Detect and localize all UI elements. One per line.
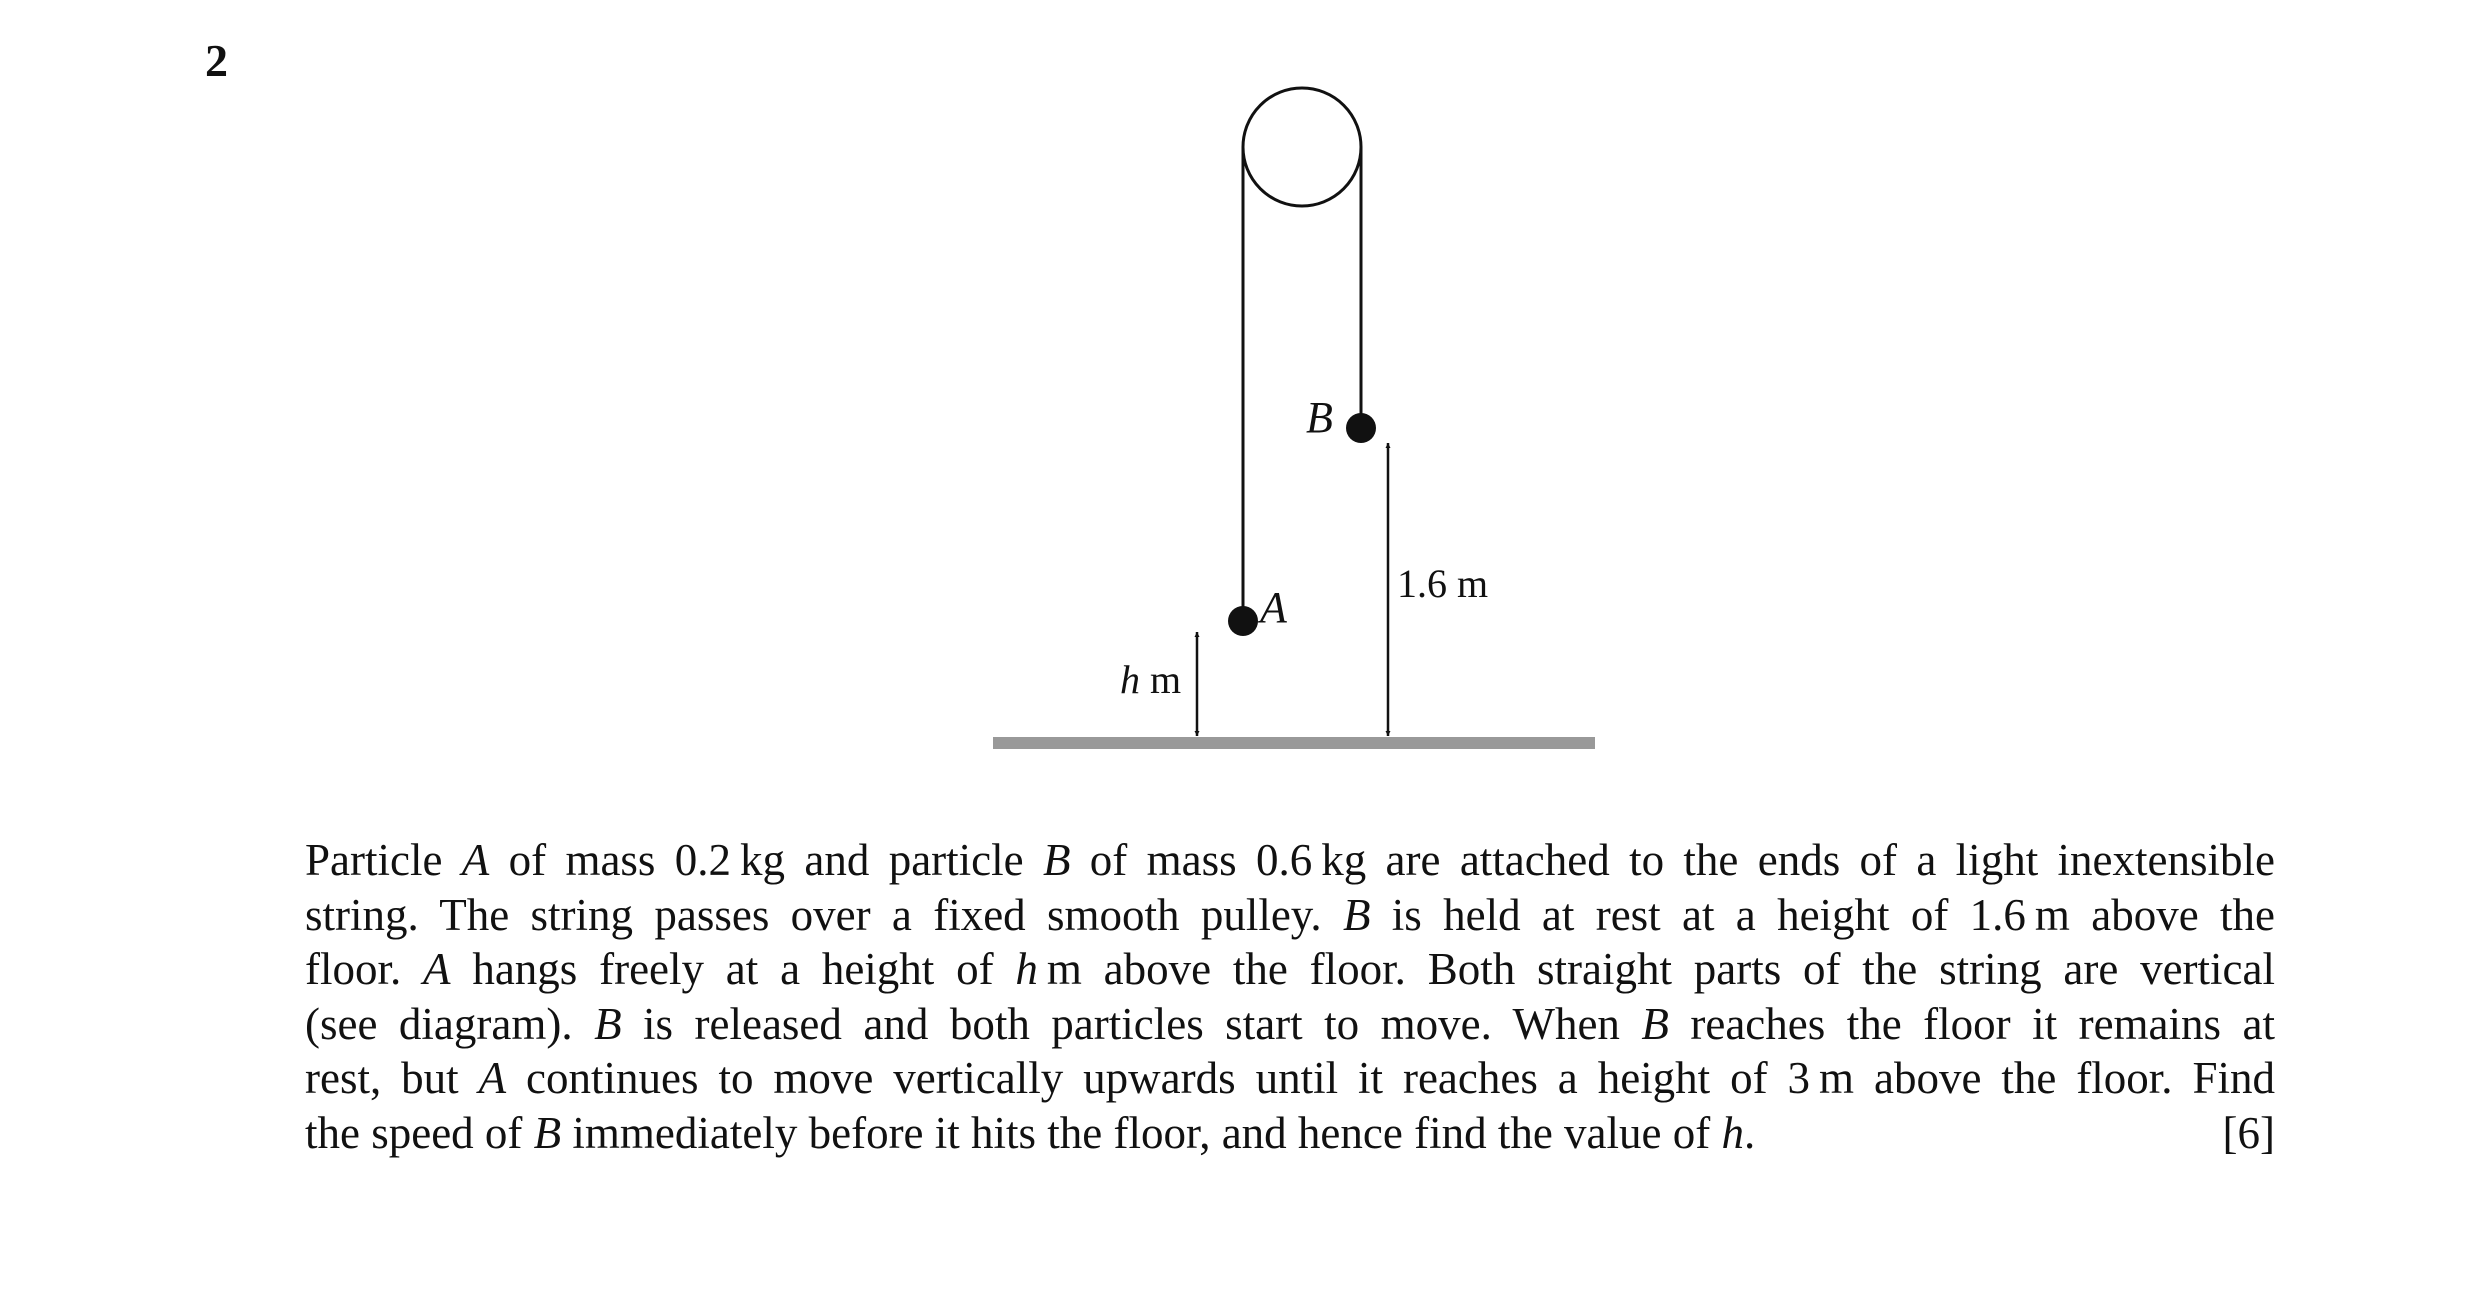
math-variable: B (533, 1107, 562, 1158)
question-text-run: m above the floor. Both straight parts of the string are vertical (1037, 944, 2275, 994)
question-text-run: . (1743, 1107, 1756, 1158)
math-variable: A (423, 944, 451, 994)
marks-badge: [6] (2222, 1107, 2275, 1158)
question-text-run: string. The string passes over a fixed smooth pulley. (305, 889, 1343, 940)
question-text-run: (see diagram). (305, 998, 595, 1049)
question-text-run: the speed of (305, 1107, 534, 1158)
height-a-label: h m (1120, 657, 1182, 702)
question-line (305, 942, 2275, 997)
question-line (305, 833, 2275, 888)
floor (993, 737, 1595, 749)
question-text-run: is held at rest at a height of 1.6 m above the (1370, 889, 2275, 940)
math-variable: A (461, 835, 490, 885)
math-variable: h (1015, 944, 1038, 994)
question-text-run: is released and both particles start to move. When (621, 998, 1642, 1049)
height-b-label: 1.6 m (1397, 561, 1489, 606)
question-text-run: rest, but (305, 1053, 479, 1103)
math-variable: A (478, 1053, 507, 1103)
question-text-run: Particle (305, 835, 462, 885)
question-text-run: reaches the floor it remains at (1668, 998, 2275, 1049)
particle-a (1228, 606, 1258, 636)
question-line (305, 1106, 2275, 1161)
question-line (305, 1051, 2275, 1106)
question-line (305, 888, 2275, 943)
question-text-run: of mass 0.2 kg and particle (489, 835, 1043, 885)
math-variable: B (594, 998, 622, 1049)
pulley (1243, 88, 1361, 206)
question-line (305, 997, 2275, 1052)
math-variable: B (1042, 835, 1071, 885)
question-text-run: hangs freely at a height of (450, 944, 1016, 994)
particle-b (1346, 413, 1376, 443)
math-variable: B (1342, 889, 1371, 940)
question-text-run: immediately before it hits the floor, and hence find the value of (561, 1107, 1722, 1158)
question-number: 2 (205, 35, 228, 86)
math-variable: h (1721, 1107, 1744, 1158)
particle-a-label: A (1260, 583, 1287, 632)
question-text-run: continues to move vertically upwards until it reaches a height of 3 m above the floor. Find (506, 1053, 2275, 1103)
question-text-run: floor. (305, 944, 424, 994)
particle-b-label: B (1306, 393, 1333, 442)
math-variable: B (1641, 998, 1669, 1049)
question-text-run: of mass 0.6 kg are attached to the ends of a light inextensible (1070, 835, 2275, 885)
question-text (305, 833, 2275, 1160)
